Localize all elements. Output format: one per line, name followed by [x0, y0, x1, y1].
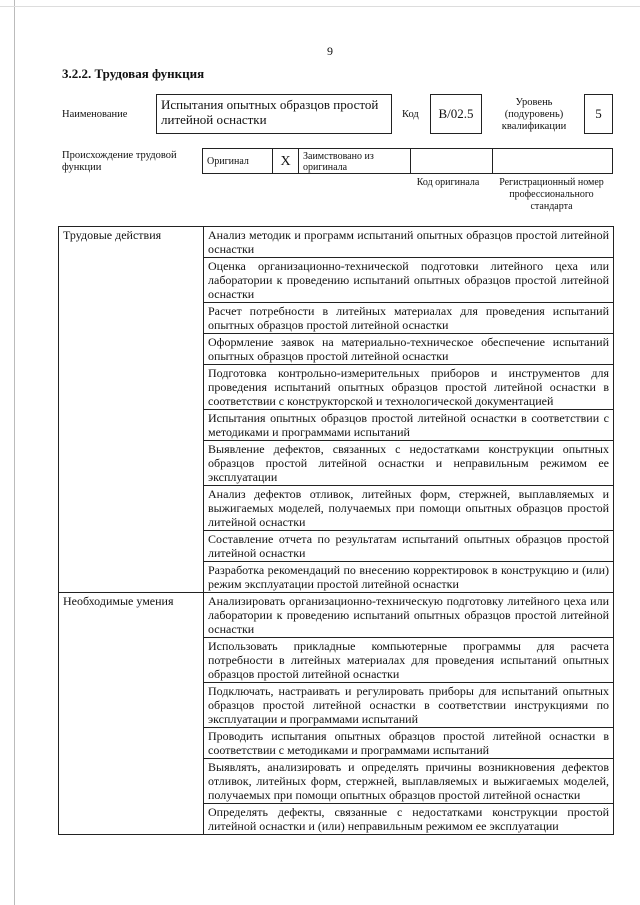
original-mark: X	[273, 149, 299, 173]
table-cell: Подключать, настраивать и регулировать приборы для испытаний опытных образцов простой литейной оснастки в соответствии инструкциями по эксплуатации и программами испытаний	[204, 683, 614, 728]
table-row	[59, 593, 614, 638]
table-cell: Выявлять, анализировать и определять причины возникновения дефектов отливок, литейных форм, стержней, выплавляемых и выжигаемых моделей, получаемых при помощи опытных образцов простой литейной оснастки	[204, 759, 614, 804]
original-code-caption: Код оригинала	[416, 177, 480, 188]
name-label: Наименование	[62, 109, 128, 120]
reg-number-caption: Регистрационный номер профессионального стандарта	[499, 177, 604, 212]
table-cell: Выявление дефектов, связанных с недостатками конструкции опытных образцов простой литейной оснастки и неправильным режимом ее эксплуатации	[204, 441, 614, 486]
table-cell: Составление отчета по результатам испытаний опытных образцов простой литейной оснастки	[204, 531, 614, 562]
level-label-line-1: Уровень	[515, 97, 553, 108]
original-cell: Оригинал	[203, 149, 273, 173]
table-cell: Расчет потребности в литейных материалах для проведения испытаний опытных образцов простой литейной оснастки	[204, 303, 614, 334]
function-table	[58, 226, 614, 835]
table-cell: Проводить испытания опытных образцов простой литейной оснастки в соответствии с методиками и программами испытаний	[204, 728, 614, 759]
table-cell: Разработка рекомендаций по внесению корректировок в конструкцию и (или) режим эксплуатации простой литейной оснастки	[204, 562, 614, 593]
origin-label: Происхождение трудовой функции	[62, 150, 177, 173]
origin-table	[202, 148, 613, 174]
section-heading: Трудовые действия	[59, 227, 204, 593]
table-cell: Оформление заявок на материально-техническое обеспечение испытаний опытных образцов простой литейной оснастки	[204, 334, 614, 365]
level-label-line-3: квалификации	[501, 121, 567, 132]
code-label: Код	[402, 109, 419, 120]
table-cell: Использовать прикладные компьютерные программы для расчета потребности в литейных материалах для проведения испытаний опытных образцов простой литейной оснастки	[204, 638, 614, 683]
table-cell: Анализ методик и программ испытаний опытных образцов простой литейной оснастки	[204, 227, 614, 258]
page-number: 9	[327, 44, 333, 58]
table-cell: Оценка организационно-технической подготовки литейного цеха или лаборатории к проведению испытаний опытных образцов простой литейной оснастки	[204, 258, 614, 303]
level-label	[492, 97, 576, 133]
page-top-edge	[0, 6, 640, 7]
original-code-cell	[411, 149, 493, 173]
page-edge	[14, 0, 15, 905]
table-row	[59, 227, 614, 258]
level-label-line-2: (подуровень)	[504, 109, 564, 120]
table-cell: Анализ дефектов отливок, литейных форм, стержней, выплавляемых и выжигаемых моделей, получаемых при помощи опытных образцов простой литейной оснастки	[204, 486, 614, 531]
table-cell: Подготовка контрольно-измерительных приборов и инструментов для проведения испытаний опытных образцов простой литейной оснастки в соответствии с конструкторской и технологической документацией	[204, 365, 614, 410]
table-cell: Испытания опытных образцов простой литейной оснастки в соответствии с методиками и программами испытаний	[204, 410, 614, 441]
table-cell: Анализировать организационно-техническую подготовку литейного цеха или лаборатории к проведению испытаний опытных образцов простой литейной оснастки	[204, 593, 614, 638]
borrowed-cell: Заимствовано из оригинала	[299, 149, 411, 173]
level-value-box: 5	[584, 94, 613, 134]
reg-number-cell	[493, 149, 612, 173]
function-name-box: Испытания опытных образцов простой литейной оснастки	[156, 94, 392, 134]
section-title: 3.2.2. Трудовая функция	[62, 66, 205, 81]
code-value-box: B/02.5	[430, 94, 482, 134]
table-cell: Определять дефекты, связанные с недостатками конструкции простой литейной оснастки и (или) неправильным режимом ее эксплуатации	[204, 804, 614, 835]
section-heading: Необходимые умения	[59, 593, 204, 835]
